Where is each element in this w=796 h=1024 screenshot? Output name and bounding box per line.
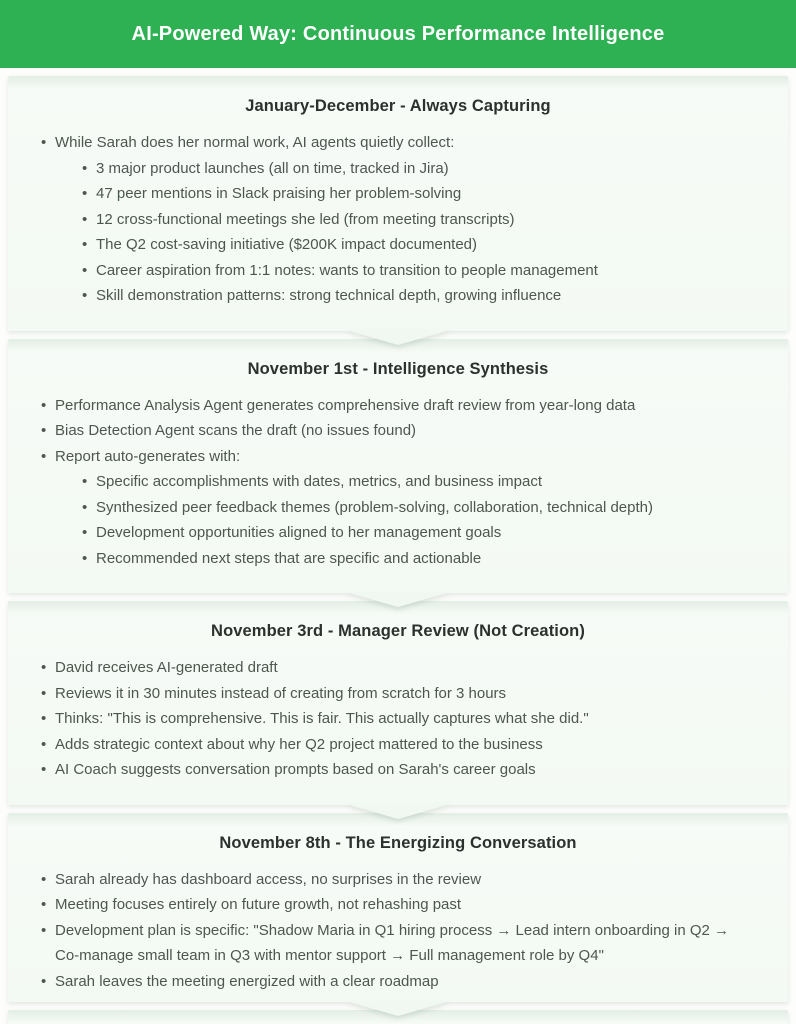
sub-bullet-list <box>81 156 756 309</box>
sections <box>0 68 796 1002</box>
list-item: • Recommended next steps that are specific and actionable <box>81 546 756 572</box>
list-item: • Meeting focuses entirely on future growth, not rehashing past <box>40 892 756 918</box>
list-item: • 12 cross-functional meetings she led (from meeting transcripts) <box>81 207 756 233</box>
section-card <box>8 601 788 805</box>
list-item: • Development opportunities aligned to her management goals <box>81 520 756 546</box>
list-item: • 3 major product launches (all on time, tracked in Jira) <box>81 156 756 182</box>
list-item: • Skill demonstration patterns: strong technical depth, growing influence <box>81 283 756 309</box>
list-item: • Report auto-generates with: • Specific accomplishments with dates, metrics, and business impact • Synthesized peer feedback themes (problem-solving, collaboration, technical depth) • Development opportunities aligned to her management goals • Recommended next steps that are specific and actionable <box>40 444 756 572</box>
list-item: • Specific accomplishments with dates, metrics, and business impact <box>81 469 756 495</box>
list-item: • 47 peer mentions in Slack praising her problem-solving <box>81 181 756 207</box>
list-item: • The Q2 cost-saving initiative ($200K impact documented) <box>81 232 756 258</box>
list-item: • While Sarah does her normal work, AI agents quietly collect: • 3 major product launches (all on time, tracked in Jira) • 47 peer mentions in Slack praising her problem-solving • 12 cross-functional meetings she led (from meeting transcripts) • The Q2 cost-saving initiative ($200K impact documented) • Career aspiration from 1:1 notes: wants to transition to people management • Skill demonstration patterns: strong technical depth, growing influence <box>40 130 756 309</box>
bullet-list <box>40 655 756 783</box>
list-item: • Reviews it in 30 minutes instead of creating from scratch for 3 hours <box>40 681 756 707</box>
list-item: • David receives AI-generated draft <box>40 655 756 681</box>
list-item: • Career aspiration from 1:1 notes: wants to transition to people management <box>81 258 756 284</box>
page-title: AI-Powered Way: Continuous Performance Intelligence <box>131 22 665 45</box>
sub-bullet-list <box>81 469 756 571</box>
section-card <box>8 339 788 594</box>
list-item: • Adds strategic context about why her Q2 project mattered to the business <box>40 732 756 758</box>
section-heading: November 8th - The Energizing Conversation <box>219 833 577 852</box>
title-banner <box>0 0 796 68</box>
list-item: • Performance Analysis Agent generates comprehensive draft review from year-long data <box>40 393 756 419</box>
bullet-list <box>40 130 756 309</box>
list-item: • Sarah leaves the meeting energized with a clear roadmap <box>40 969 756 995</box>
list-item: • AI Coach suggests conversation prompts based on Sarah's career goals <box>40 757 756 783</box>
section-heading: January-December - Always Capturing <box>245 97 551 115</box>
list-item: • Development plan is specific: "Shadow Maria in Q1 hiring process → Lead intern onboarding in Q2 → Co-manage small team in Q3 with mentor support → Full management role by Q4" <box>40 918 756 969</box>
section-heading: November 1st - Intelligence Synthesis <box>247 359 549 378</box>
section-card <box>8 76 788 331</box>
list-item: • Thinks: "This is comprehensive. This is fair. This actually captures what she did." <box>40 706 756 732</box>
section-heading: November 3rd - Manager Review (Not Creation) <box>211 622 585 640</box>
list-item: • Sarah already has dashboard access, no surprises in the review <box>40 867 756 893</box>
list-item: • Synthesized peer feedback themes (problem-solving, collaboration, technical depth) <box>81 495 756 521</box>
list-item: • Bias Detection Agent scans the draft (no issues found) <box>40 418 756 444</box>
section-card <box>8 813 788 1003</box>
bullet-list <box>40 867 756 995</box>
bullet-list <box>40 393 756 572</box>
